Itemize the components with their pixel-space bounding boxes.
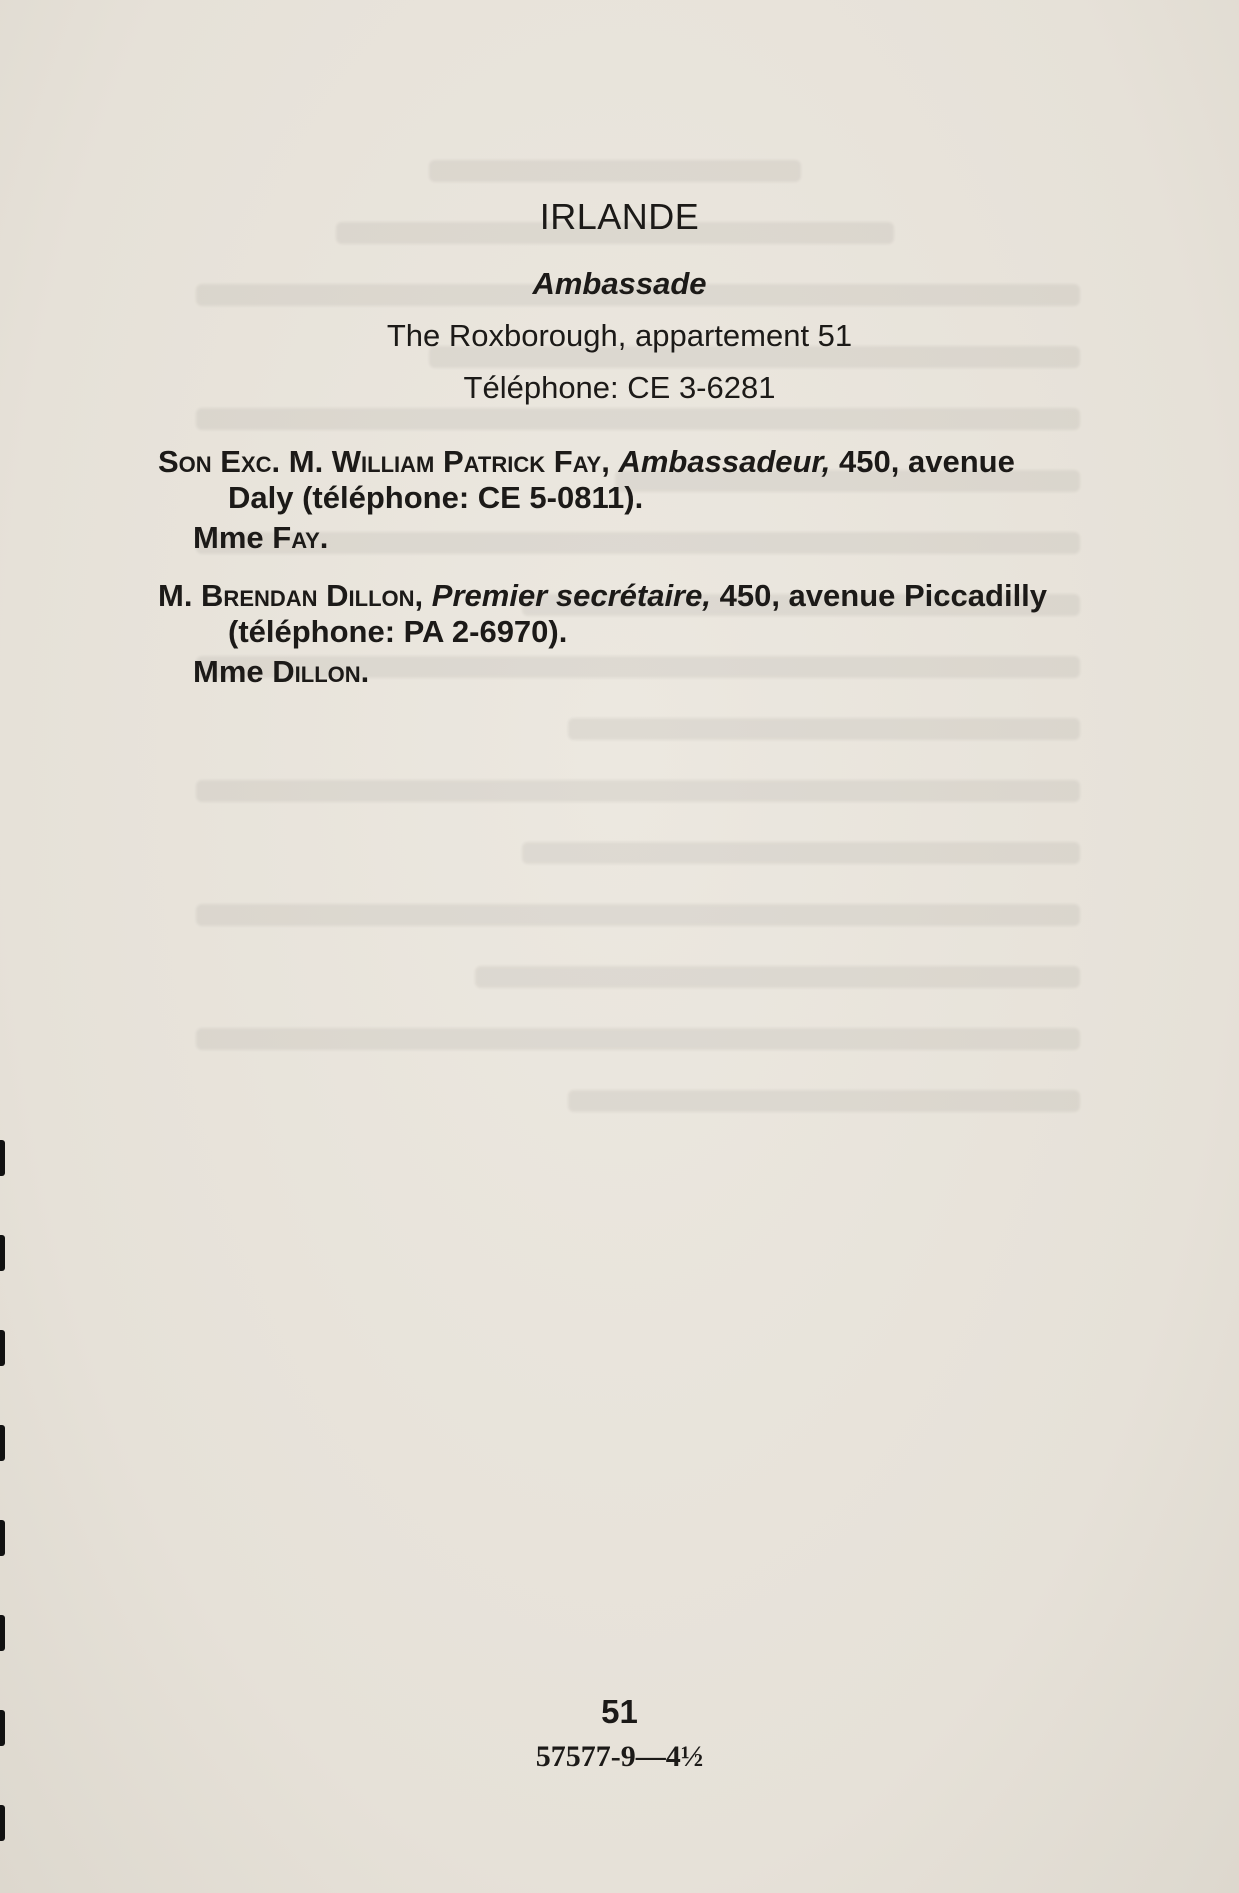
spouse-prefix: Mme xyxy=(193,520,264,555)
spouse-name: Fay. xyxy=(272,520,329,555)
page-number: 51 xyxy=(601,1693,638,1730)
spouse-line xyxy=(158,520,1068,556)
spiral-binding xyxy=(0,1140,8,1893)
spouse-line xyxy=(158,654,1068,690)
staff-entry-text xyxy=(158,444,1068,516)
spouse-name: Dillon. xyxy=(272,654,370,689)
staff-details: 450, avenue Daly (téléphone: CE 5-0811). xyxy=(228,444,1015,515)
mission-type: Ambassade xyxy=(532,266,707,301)
staff-entry xyxy=(158,444,1068,556)
staff-name: Son Exc. M. William Patrick Fay, xyxy=(158,444,610,479)
mission-telephone: Téléphone: CE 3-6281 xyxy=(463,370,776,405)
staff-details: 450, avenue Piccadilly (téléphone: PA 2-6970). xyxy=(228,578,1048,649)
staff-entry-text xyxy=(158,578,1068,650)
staff-name: M. Brendan Dillon, xyxy=(158,578,424,613)
staff-role: Ambassadeur, xyxy=(618,444,831,479)
mission-address: The Roxborough, appartement 51 xyxy=(386,318,853,353)
print-code: 57577-9—4½ xyxy=(535,1740,704,1773)
spouse-prefix: Mme xyxy=(193,654,264,689)
staff-role: Premier secrétaire, xyxy=(431,578,711,613)
staff-entry xyxy=(158,578,1068,690)
country-heading: IRLANDE xyxy=(539,196,700,237)
